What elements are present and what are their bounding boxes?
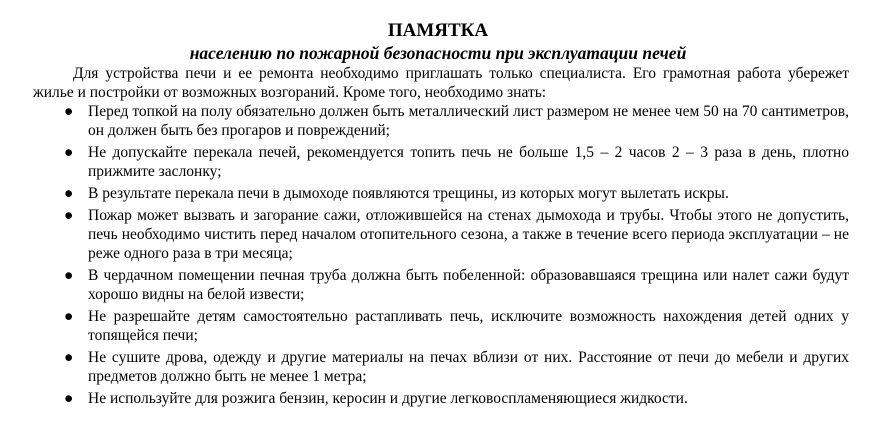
bullet-icon: ● xyxy=(64,267,74,284)
list-item-text: Не используйте для розжига бензин, керосин и другие легковоспламеняющиеся жидкости. xyxy=(88,390,688,407)
list-item-text: Перед топкой на полу обязательно должен быть металлический лист размером не менее чем 50 на 70 сантиметров, он должен быть без прогаров и повреждений; xyxy=(88,103,849,139)
list-item-text: Не разрешайте детям самостоятельно растапливать печь, исключите возможность нахождения детей одних у топящейся печи; xyxy=(88,308,849,344)
list-item-text: Пожар может вызвать и загорание сажи, отложившейся на стенах дымохода и трубы. Чтобы этого не допустить, печь необходимо чистить перед началом отопительного сезона, а также в течение всего периода эксплуатации – не реже одного раза в три месяца; xyxy=(88,207,849,262)
bullet-icon: ● xyxy=(64,308,74,325)
list-item-text: В чердачном помещении печная труба должна быть побеленной: образовавшаяся трещина или налет сажи будут хорошо видны на белой извести; xyxy=(88,267,849,303)
bullet-icon: ● xyxy=(64,103,74,120)
list-item xyxy=(27,389,849,408)
bullet-icon: ● xyxy=(64,144,74,161)
page-title: ПАМЯТКА xyxy=(387,20,489,41)
list-item-text: Не сушите дрова, одежду и другие материалы на печах вблизи от них. Расстояние от печи до мебели и других предметов должно быть не менее 1 метра; xyxy=(88,349,849,385)
list-item xyxy=(27,184,849,203)
bullet-icon: ● xyxy=(64,349,74,366)
page-subtitle: населению по пожарной безопасности при эксплуатации печей xyxy=(189,43,687,63)
intro-paragraph: Для устройства печи и ее ремонта необходимо приглашать только специалиста. Его грамотная работа убережет жилье и постройки от возможных возгораний. Кроме того, необходимо знать: xyxy=(33,65,849,101)
list-item-text: Не допускайте перекала печей, рекомендуется топить печь не больше 1,5 – 2 часов 2 – 3 раза в день, плотно прижмите заслонку; xyxy=(88,144,849,180)
list-item-text: В результате перекала печи в дымоходе появляются трещины, из которых могут вылетать искры. xyxy=(88,185,729,202)
list-item xyxy=(27,266,849,304)
list-item xyxy=(27,307,849,345)
bullet-icon: ● xyxy=(64,390,74,407)
list-item xyxy=(27,102,849,140)
rules-list xyxy=(27,102,849,408)
list-item xyxy=(27,206,849,263)
list-item xyxy=(27,143,849,181)
list-item xyxy=(27,348,849,386)
bullet-icon: ● xyxy=(64,207,74,224)
bullet-icon: ● xyxy=(64,185,74,202)
